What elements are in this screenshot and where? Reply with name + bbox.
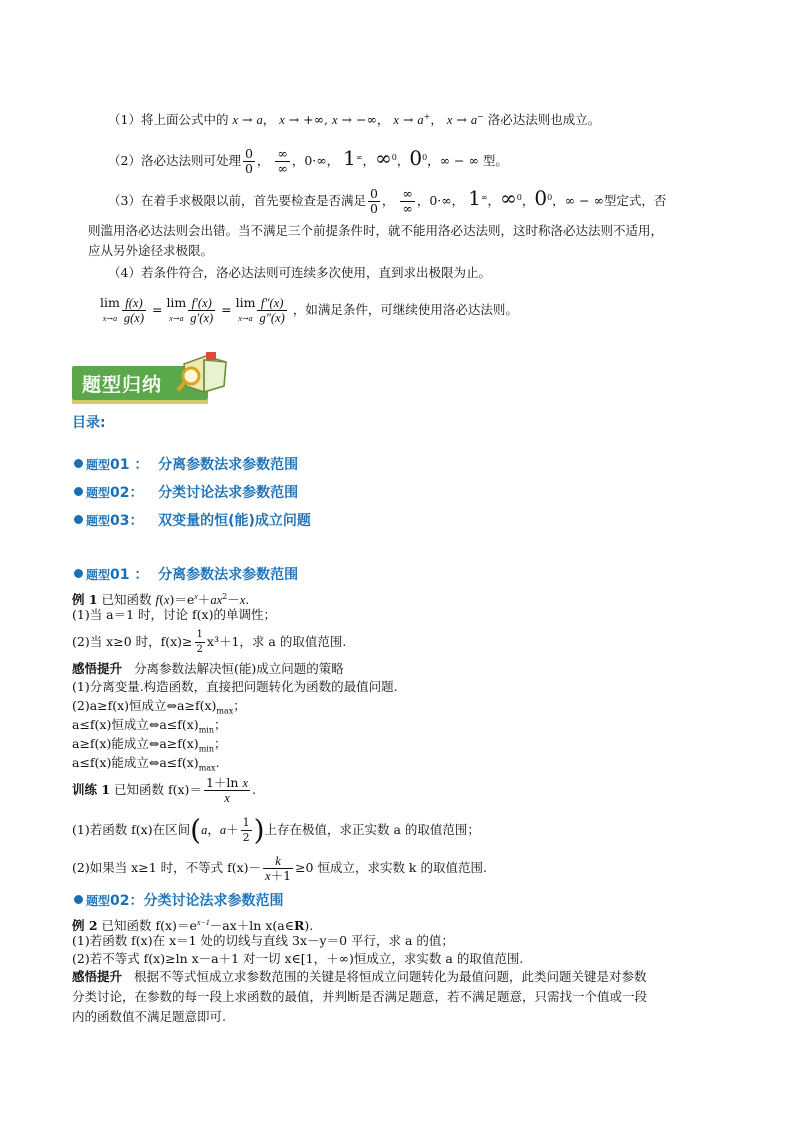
banner-underline: [72, 400, 208, 404]
insight-1-line-3: a≤f(x)恒成立$\Leftrightarrow a\le f(x)_{min}$；: [72, 717, 227, 735]
example-1: 例 1 已知函数 $f(x)=e^x+ax^2-x$.: [72, 592, 250, 608]
note-3: （3）在着手求极限以前，首先要检查是否满足 $\frac{0}{0}$ ， $\frac{\infty}{\infty}$ ，0·∞， 1∞，∞$^0$，$0^0$，∞ − ∞型定式，否: [108, 186, 667, 217]
insight-1-line-4: a≥f(x)能成立$\Leftrightarrow a\ge f(x)_{min}$；: [72, 736, 227, 754]
note-3-line-2: 则滥用洛必达法则会出错。当不满足三个前提条件时，就不能用洛必达法则，这时称洛必达法则不适用，: [88, 223, 664, 238]
example-1-q2: (2)当 x≥0 时，f(x)≥ $\frac{1}{2}$ x³＋1，求 a 的取值范围.: [72, 629, 347, 655]
note-3-line-3: 应从另外途径求极限。: [88, 243, 214, 258]
toc-item-1[interactable]: 题型01 ： 分离参数法求参数范围: [74, 454, 298, 474]
training-1-q1: (1)若函数 f(x)在区间(a，a＋ $\frac{1}{2}$ )上存在极值，求正实数 a 的取值范围；: [72, 813, 480, 847]
insight-1-line-1: (1)分离变量.构造函数，直接把问题转化为函数的最值问题.: [72, 679, 398, 694]
bullet-icon: [74, 515, 83, 524]
example-1-q1: (1)当 a＝1 时，讨论 f(x)的单调性；: [72, 607, 276, 622]
bullet-icon: [74, 459, 83, 468]
note-2: （2）洛必达法则可处理 $\frac{0}{0}$ ， $\frac{\infty}{\infty}$ ，0·∞， 1∞，∞$^0$，$0^0$，∞ − ∞ 型。: [108, 146, 508, 177]
book-magnifier-icon: [176, 346, 232, 400]
bullet-icon: [74, 569, 83, 578]
note-1: （1）将上面公式中的 x → a， x → +∞, x → −∞， x → a+， x → a− 洛必达法则也成立。: [108, 112, 601, 128]
bullet-icon: [74, 895, 83, 904]
toc-item-2[interactable]: 题型02： 分类讨论法求参数范围: [74, 482, 298, 502]
insight-1-line-2: (2)a≥f(x)恒成立$\Leftrightarrow a\ge f(x)_{max}$；: [72, 698, 246, 716]
insight-2-line-1: 感悟提升 根据不等式恒成立求参数范围的关键是将恒成立问题转化为最值问题，此类问题关键是对参数: [72, 969, 647, 984]
example-2-q1: (1)若函数 f(x)在 x＝1 处的切线与直线 3x－y＝0 平行，求 a 的值；: [72, 933, 454, 948]
example-2: 例 2 已知函数 $f(x)=e^{x-1}-ax+\ln$ x(a∈R).: [72, 918, 314, 934]
banner-title: 题型归纳: [82, 374, 163, 396]
section-1-heading: 题型01 ： 分离参数法求参数范围: [74, 564, 298, 584]
training-1: 训练 1 已知函数 f(x)＝ $\frac{\text{1＋ln x}}{x}$ .: [72, 775, 256, 805]
insight-2-line-3: 内的函数值不满足题意即可.: [72, 1009, 226, 1024]
note-4: （4）若条件符合，洛必达法则可连续多次使用，直到求出极限为止。: [108, 265, 491, 280]
insight-1: 感悟提升 分离参数法解决恒(能)成立问题的策略: [72, 661, 344, 676]
bullet-icon: [74, 487, 83, 496]
example-2-q2: (2)若不等式 f(x)≥ln x－a＋1 对一切 x∈[1，＋∞)恒成立，求实数 a 的取值范围.: [72, 951, 524, 966]
toc-heading: 目录:: [72, 415, 106, 431]
toc-item-3[interactable]: 题型03： 双变量的恒(能)成立问题: [74, 510, 311, 530]
insight-2-line-2: 分类讨论，在参数的每一段上求函数的最值，并判断是否满足题意，若不满足题意，只需找一个值或一段: [72, 989, 648, 1004]
section-2-heading: 题型02：分类讨论法求参数范围: [74, 890, 284, 910]
insight-1-line-5: a≤f(x)能成立$\Leftrightarrow a\le f(x)_{max}$.: [72, 755, 220, 773]
training-1-q2: (2)如果当 x≥1 时，不等式 f(x)－ $\frac{k}{x+1}$ ≥0 恒成立，求实数 k 的取值范围.: [72, 854, 487, 883]
lhopital-formula: lim x→a $\frac{f(x)}{g(x)}$ = lim x→a $\frac{f'(x)}{g'(x)}$ = lim x→a $\frac{f''(x)}{g''(x)}$ ，如满足条件，可继续使用洛必达法则。: [100, 294, 518, 325]
